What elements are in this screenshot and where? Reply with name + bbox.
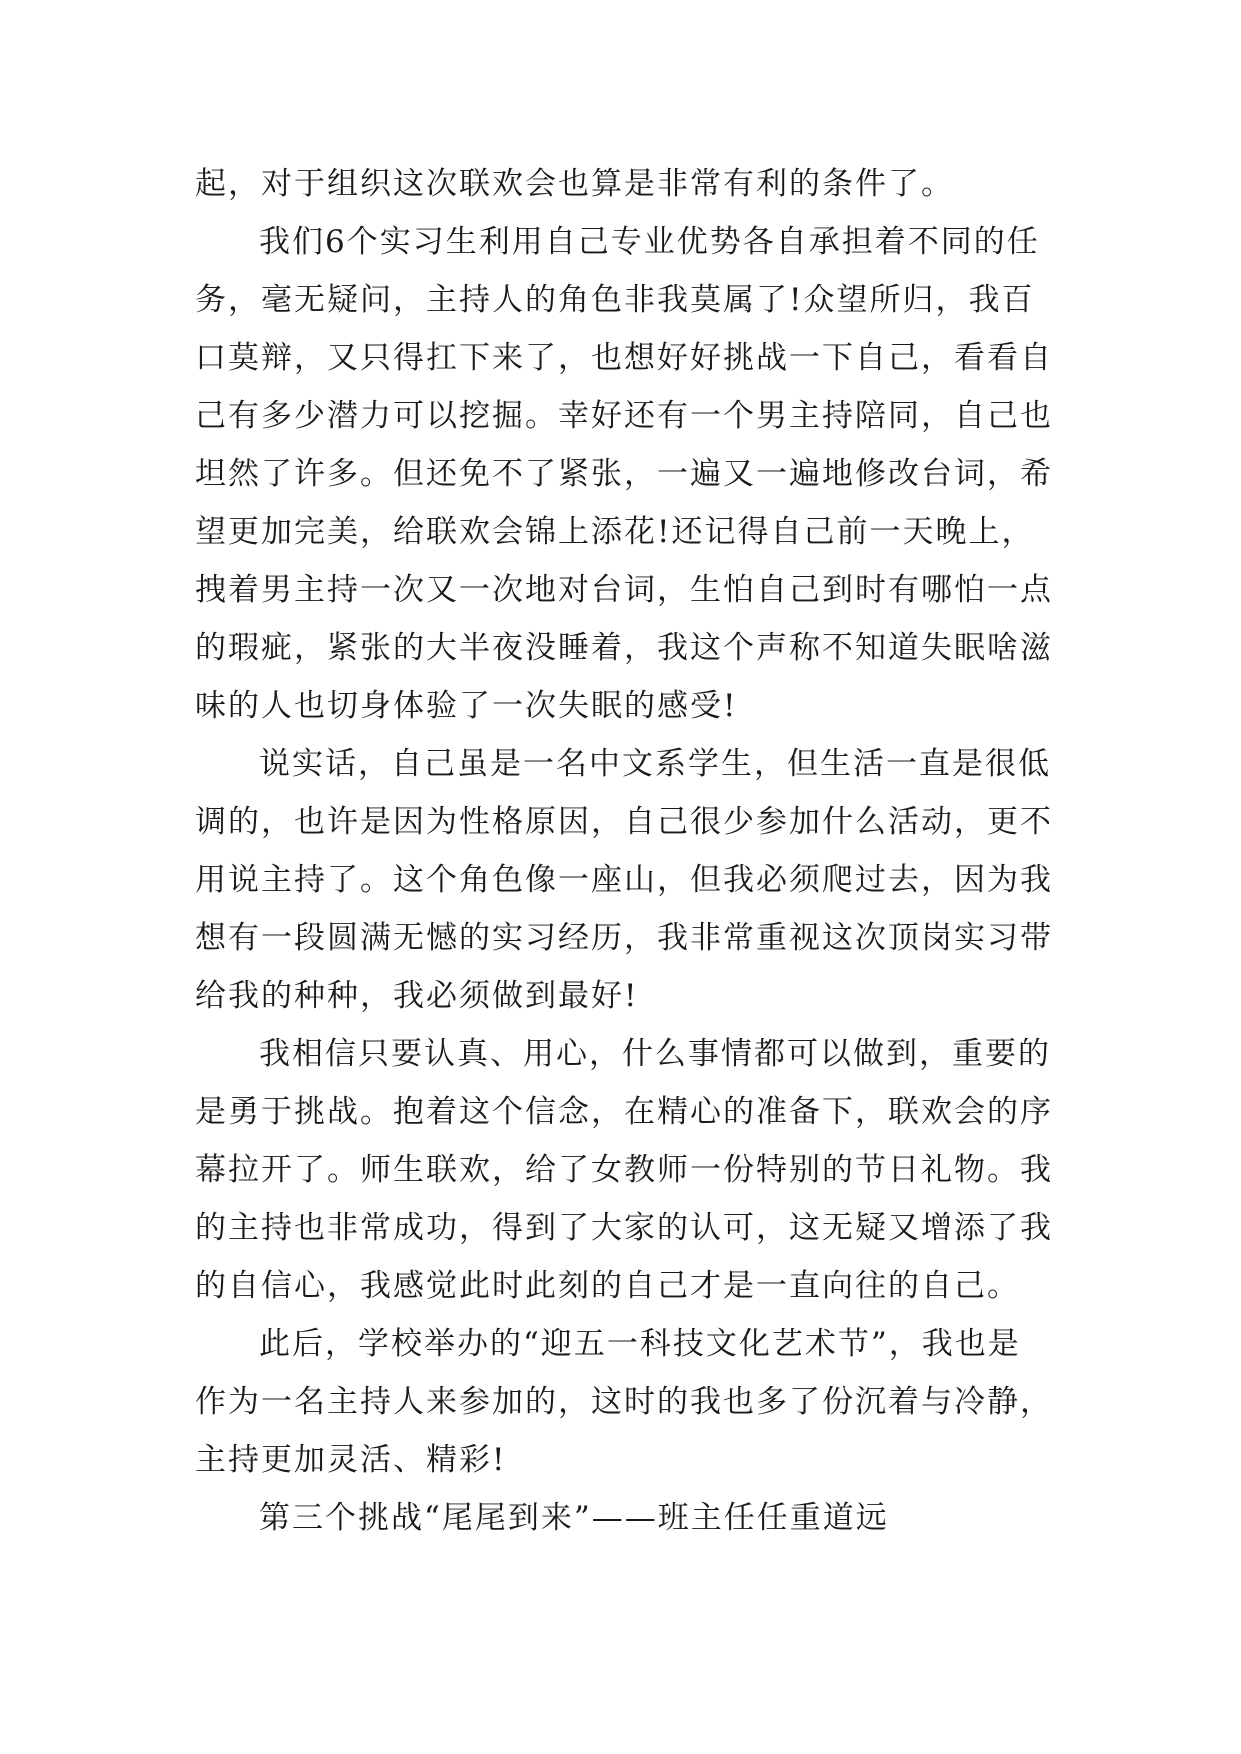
text-line: 己有多少潜力可以挖掘。幸好还有一个男主持陪同，自己也 (195, 398, 1053, 434)
text-line: 想有一段圆满无憾的实习经历，我非常重视这次顶岗实习带 (195, 920, 1053, 956)
text-line: 给我的种种，我必须做到最好! (195, 978, 639, 1014)
paragraph-start-line: 说实话，自己虽是一名中文系学生，但生活一直是很低 (259, 746, 1051, 782)
text-line: 用说主持了。这个角色像一座山，但我必须爬过去，因为我 (195, 862, 1053, 898)
text-line: 味的人也切身体验了一次失眠的感受! (195, 688, 738, 724)
text-line: 的瑕疵，紧张的大半夜没睡着，我这个声称不知道失眠啥滋 (195, 630, 1053, 666)
section-heading-line: 第三个挑战“尾尾到来”——班主任任重道远 (259, 1500, 889, 1536)
text-line: 口莫辩，又只得扛下来了，也想好好挑战一下自己，看看自 (195, 340, 1053, 376)
text-line: 作为一名主持人来参加的，这时的我也多了份沉着与冷静， (195, 1384, 1053, 1420)
text-line: 望更加完美，给联欢会锦上添花!还记得自己前一天晚上， (195, 514, 1035, 550)
paragraph-start-line: 我们6个实习生利用自己专业优势各自承担着不同的任 (259, 224, 1040, 260)
paragraph-start-line: 此后，学校举办的“迎五一科技文化艺术节”，我也是 (259, 1326, 1021, 1362)
text-line: 的主持也非常成功，得到了大家的认可，这无疑又增添了我 (195, 1210, 1053, 1246)
text-line: 拽着男主持一次又一次地对台词，生怕自己到时有哪怕一点 (195, 572, 1053, 608)
text-line: 调的，也许是因为性格原因，自己很少参加什么活动，更不 (195, 804, 1053, 840)
paragraph-start-line: 我相信只要认真、用心，什么事情都可以做到，重要的 (259, 1036, 1051, 1072)
text-line: 幕拉开了。师生联欢，给了女教师一份特别的节日礼物。我 (195, 1152, 1053, 1188)
text-line: 的自信心，我感觉此时此刻的自己才是一直向往的自己。 (195, 1268, 1020, 1304)
text-line: 主持更加灵活、精彩! (195, 1442, 507, 1478)
text-line: 坦然了许多。但还免不了紧张，一遍又一遍地修改台词，希 (195, 456, 1053, 492)
text-line: 务，毫无疑问，主持人的角色非我莫属了!众望所归，我百 (195, 282, 1035, 318)
text-line: 起，对于组织这次联欢会也算是非常有利的条件了。 (195, 166, 954, 202)
text-line: 是勇于挑战。抱着这个信念，在精心的准备下，联欢会的序 (195, 1094, 1053, 1130)
document-page (195, 155, 1075, 1547)
